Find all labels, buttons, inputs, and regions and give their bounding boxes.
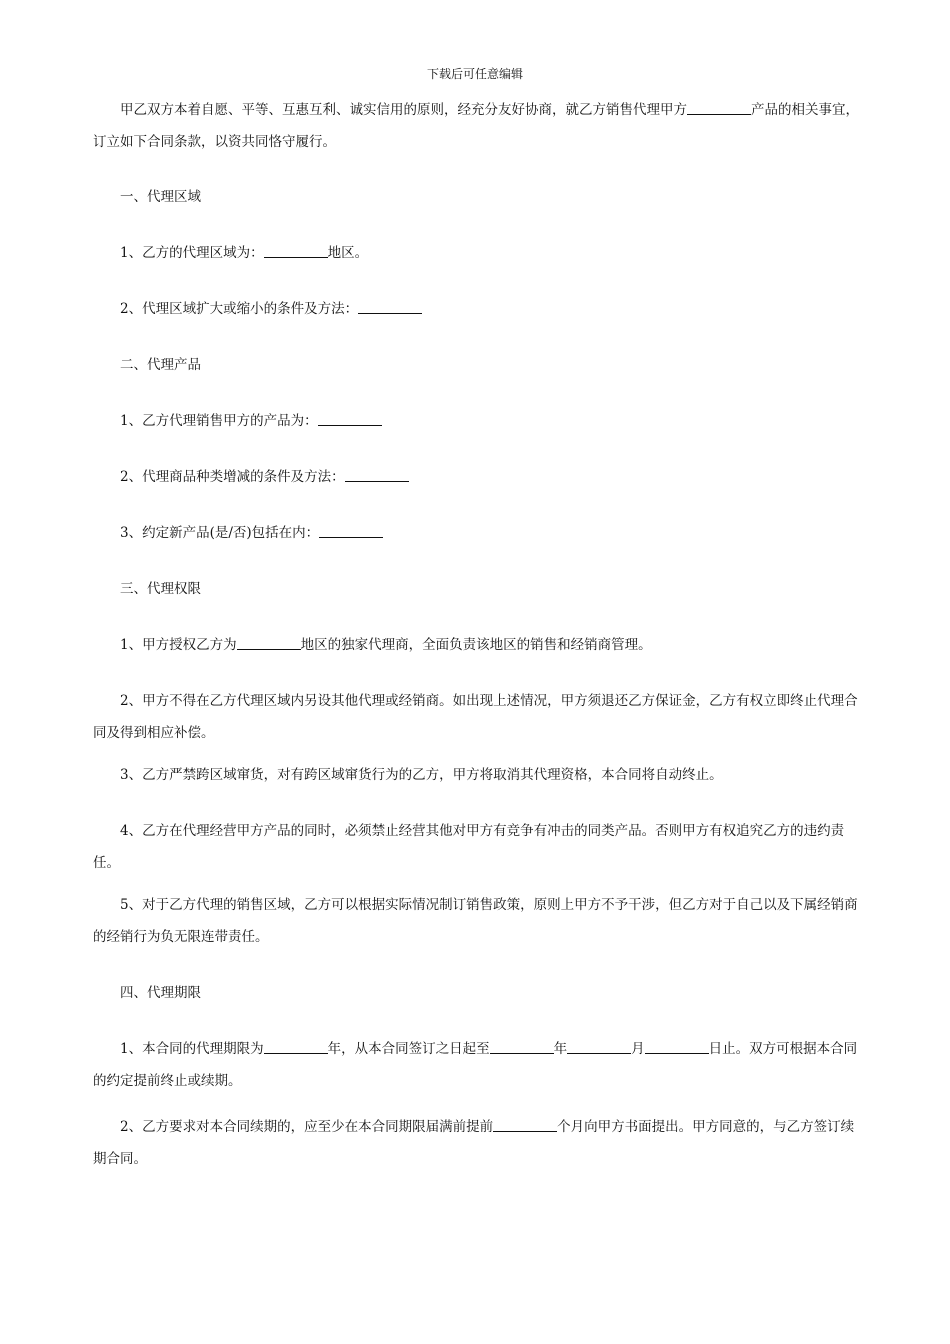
contract-body (93, 94, 863, 1175)
intro-paragraph: 甲乙双方本着自愿、平等、互惠互利、诚实信用的原则，经充分友好协商，就乙方销售代理甲方 产品的相关事宜，订立如下合同条款，以资共同恪守履行。 (93, 102, 859, 150)
clause-3-4: 4、乙方在代理经营甲方产品的同时，必须禁止经营其他对甲方有竞争有冲击的同类产品。否则甲方有权追究乙方的违约责任。 (93, 823, 845, 871)
blank-line[interactable] (345, 467, 409, 482)
blank-line[interactable] (264, 1039, 328, 1054)
section-title-products: 二、代理产品 (120, 357, 201, 373)
blank-line[interactable] (264, 243, 328, 258)
clause-4-2: 2、乙方要求对本合同续期的，应至少在本合同期限届满前提前 个月向甲方书面提出。甲方同意的，与乙方签订续期合同。 (93, 1119, 855, 1167)
clause-1-2: 2、代理区域扩大或缩小的条件及方法： (93, 293, 863, 325)
blank-line[interactable] (237, 635, 301, 650)
section-title-region: 一、代理区域 (120, 189, 201, 205)
section-title-term: 四、代理期限 (120, 985, 201, 1001)
clause-3-2: 2、甲方不得在乙方代理区域内另设其他代理或经销商。如出现上述情况，甲方须退还乙方保证金，乙方有权立即终止代理合同及得到相应补偿。 (93, 693, 858, 741)
blank-line[interactable] (493, 1117, 557, 1132)
blank-line[interactable] (358, 299, 422, 314)
clause-4-1: 1、本合同的代理期限为 年，从本合同签订之日起至 年 月 日止。双方可根据本合同的约定提前终止或续期。 (93, 1041, 858, 1089)
clause-3-3: 3、乙方严禁跨区域窜货，对有跨区域窜货行为的乙方，甲方将取消其代理资格，本合同将自动终止。 (120, 767, 723, 783)
clause-1-1: 1、乙方的代理区域为： 地区。 (120, 245, 369, 261)
clause-3-1: 1、甲方授权乙方为 地区的独家代理商，全面负责该地区的销售和经销商管理。 (120, 637, 652, 653)
blank-line[interactable] (319, 523, 383, 538)
blank-line[interactable] (645, 1039, 709, 1054)
page-header: 下载后可任意编辑 (426, 67, 523, 81)
clause-2-3: 3、约定新产品(是/否)包括在内： (93, 517, 863, 549)
blank-line[interactable] (490, 1039, 554, 1054)
blank-line[interactable] (687, 100, 751, 115)
clause-2-2: 2、代理商品种类增减的条件及方法： (93, 461, 863, 493)
clause-2-1: 1、乙方代理销售甲方的产品为： (93, 405, 863, 437)
clause-3-5: 5、对于乙方代理的销售区域，乙方可以根据实际情况制订销售政策，原则上甲方不予干涉，但乙方对于自己以及下属经销商的经销行为负无限连带责任。 (93, 897, 858, 945)
section-title-authority: 三、代理权限 (120, 581, 201, 597)
blank-line[interactable] (318, 411, 382, 426)
blank-line[interactable] (567, 1039, 631, 1054)
